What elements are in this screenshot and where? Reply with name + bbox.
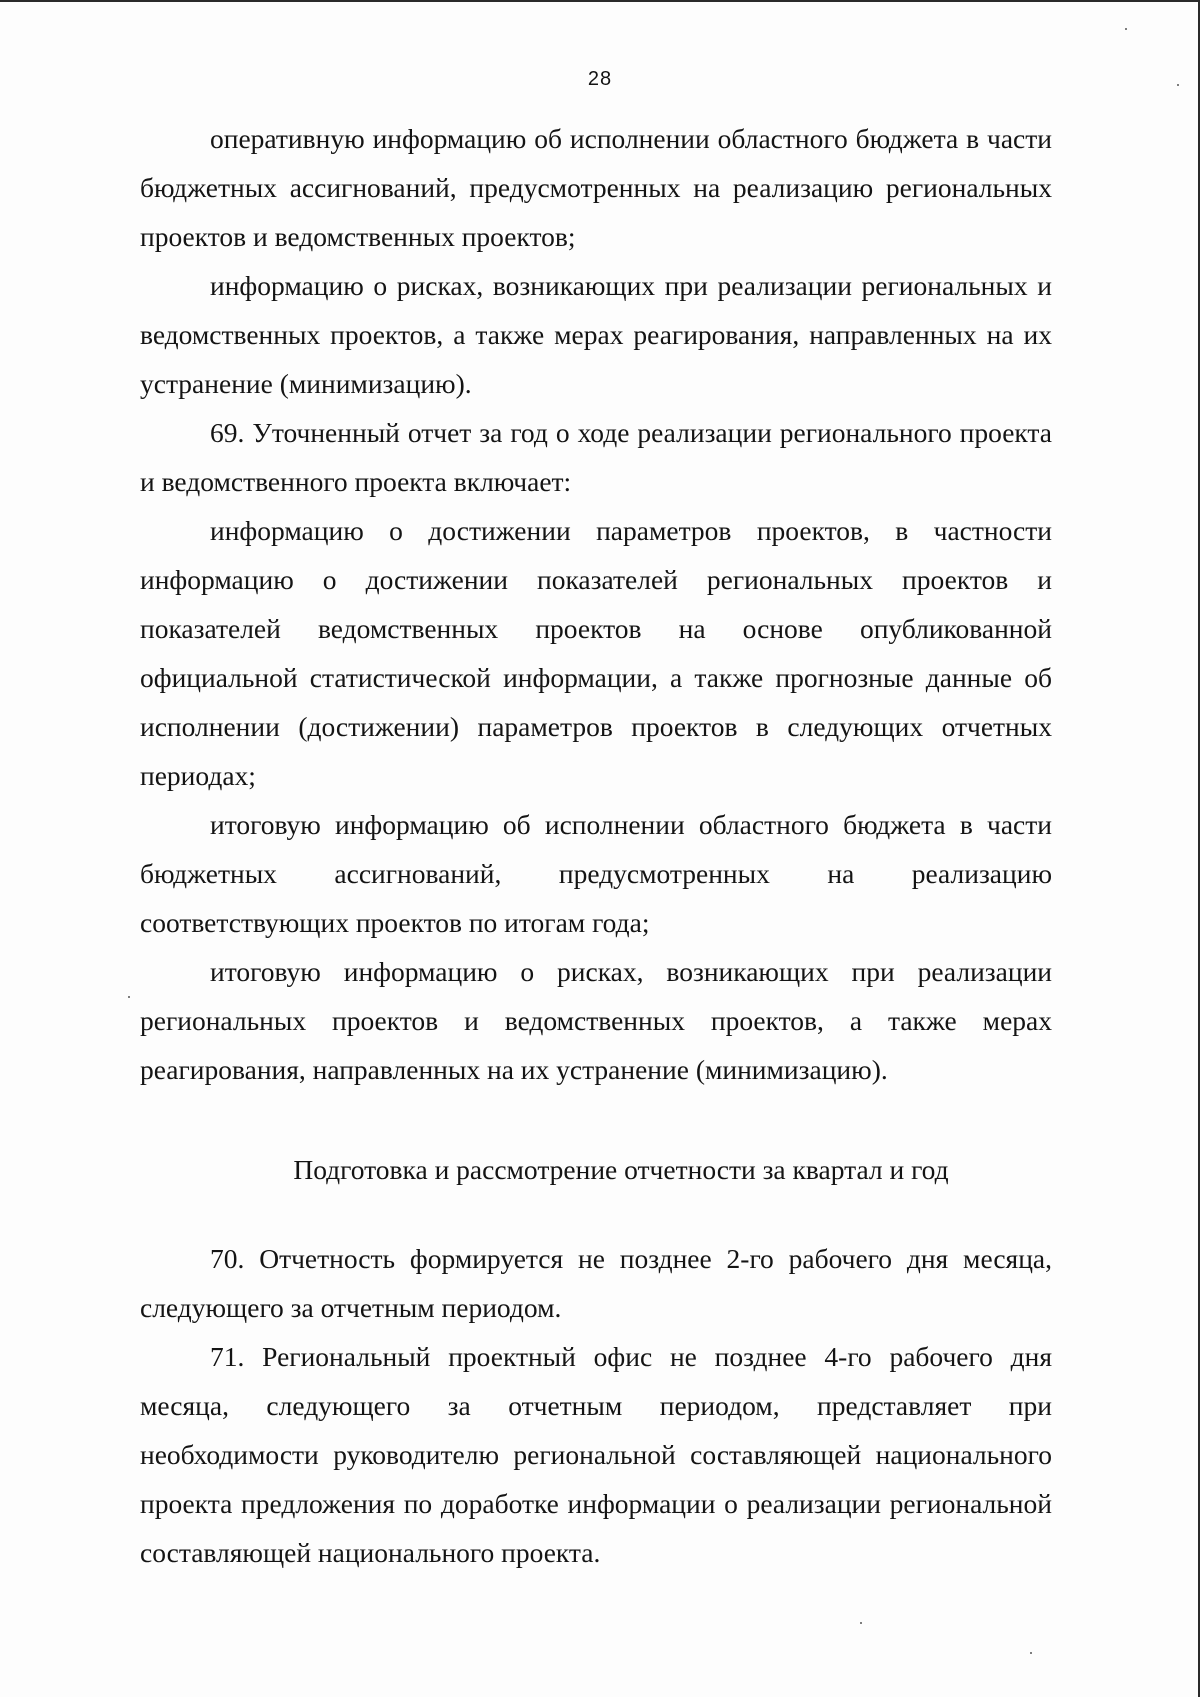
paragraph-risks-info: информацию о рисках, возникающих при реализации региональных и ведомственных проектов, а также мерах реагирования, направленных на их устранение (минимизацию). [140,270,1052,399]
scan-speck [1125,28,1127,30]
scan-speck [860,1622,862,1624]
paragraph-item-70: 70. Отчетность формируется не позднее 2-го рабочего дня месяца, следующего за отчетным периодом. [140,1243,1052,1323]
paragraph-parameters-info: информацию о достижении параметров проектов, в частности информацию о достижении показателей региональных проектов и показателей ведомственных проектов на основе опубликованной официальной статистической информации, а также прогнозные данные об исполнении (достижении) параметров проектов в следующих отчетных периодах; [140,515,1052,791]
paragraph-final-risks-info: итоговую информацию о рисках, возникающих при реализации региональных проектов и ведомственных проектов, а также мерах реагирования, направленных на их устранение (минимизацию). [140,956,1052,1085]
section-heading: Подготовка и рассмотрение отчетности за квартал и год [293,1154,949,1185]
page-number: 28 [587,68,613,90]
scan-speck [128,996,130,998]
paragraph-budget-info: оперативную информацию об исполнении областного бюджета в части бюджетных ассигнований, предусмотренных на реализацию региональных проектов и ведомственных проектов; [140,123,1052,252]
paragraph-item-69: 69. Уточненный отчет за год о ходе реализации регионального проекта и ведомственного проекта включает: [140,417,1052,497]
document-body [140,114,1052,1577]
scan-speck [1177,84,1179,86]
scan-speck [1030,1652,1032,1654]
paragraph-item-71: 71. Региональный проектный офис не позднее 4-го рабочего дня месяца, следующего за отчетным периодом, представляет при необходимости руководителю региональной составляющей национального проекта предложения по доработке информации о реализации региональной составляющей национального проекта. [140,1341,1052,1568]
paragraph-final-budget-info: итоговую информацию об исполнении областного бюджета в части бюджетных ассигнований, предусмотренных на реализацию соответствующих проектов по итогам года; [140,809,1052,938]
